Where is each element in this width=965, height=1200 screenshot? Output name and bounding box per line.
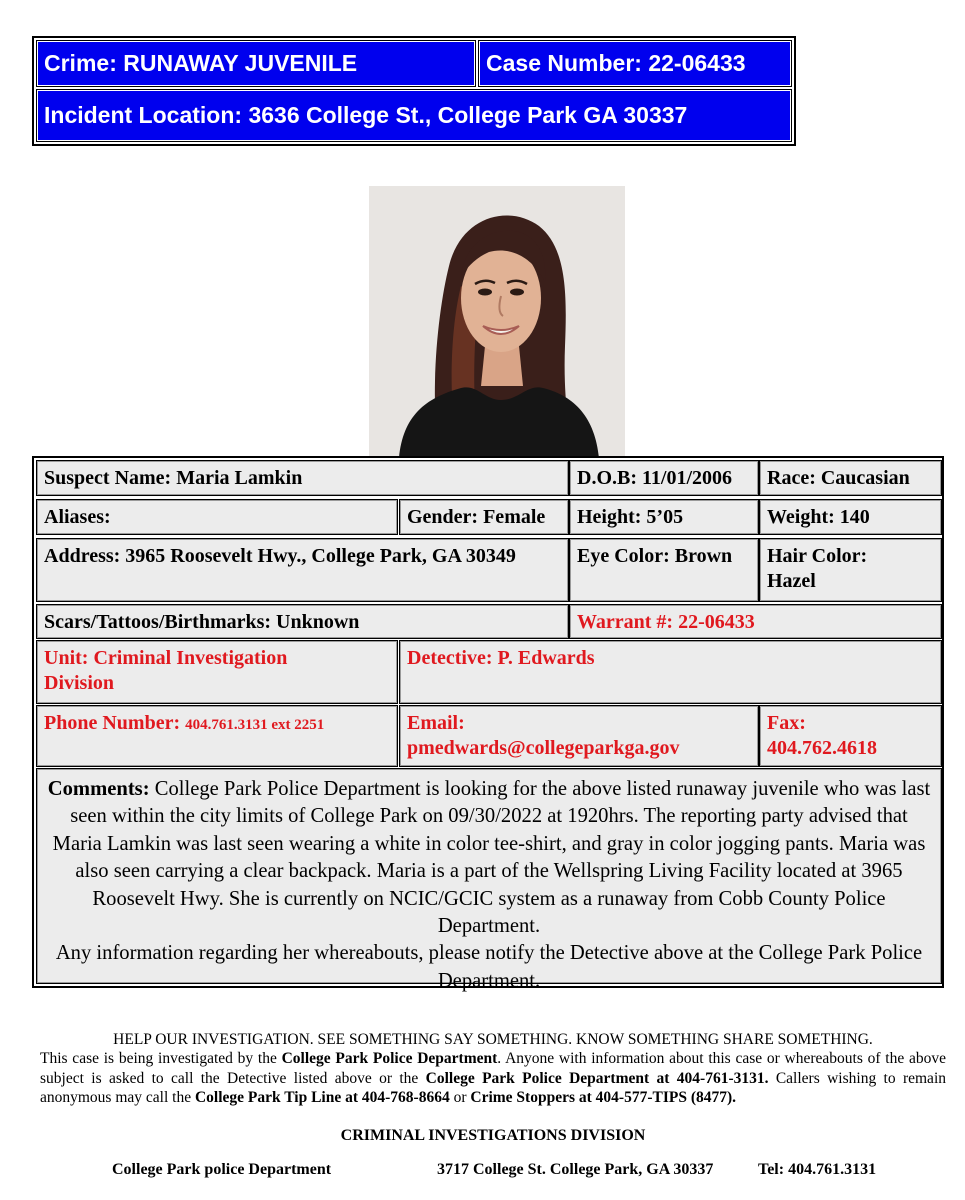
weight: Weight: 140	[760, 500, 941, 534]
footer-division: CRIMINAL INVESTIGATIONS DIVISION	[340, 1127, 646, 1144]
comments-text-2: Any information regarding her whereabouts, please notify the Detective above at the College Park Police Department.	[55, 942, 923, 992]
phone-number	[37, 706, 397, 766]
hair-color: Hair Color: Hazel	[760, 539, 941, 601]
footer-text-3: Callers wishing to remain anonymous may call the	[40, 1069, 946, 1106]
footer-address: 3717 College St. College Park, GA 30337	[437, 1161, 714, 1178]
race: Race: Caucasian	[760, 461, 941, 495]
fax	[760, 706, 941, 766]
email	[400, 706, 758, 766]
dob: D.O.B: 11/01/2006	[570, 461, 758, 495]
email-label: Email:	[407, 712, 465, 734]
footer-text-4: or	[453, 1089, 467, 1106]
footer-text-1: This case is being investigated by the	[40, 1050, 277, 1067]
case-header	[32, 36, 796, 146]
footer-dept-phone: College Park Police Department at 404-761-3131.	[425, 1069, 769, 1087]
height: Height: 5’05	[570, 500, 758, 534]
incident-location: Incident Location: 3636 College St., College Park GA 30337	[37, 90, 791, 141]
footer-text-2: . Anyone with information about this case or whereabouts of the above subject is asked to call the Detective listed above or the	[40, 1050, 946, 1087]
email-value: pmedwards@collegeparkga.gov	[407, 737, 680, 759]
suspect-photo-image	[369, 186, 625, 458]
suspect-photo	[369, 186, 625, 458]
crime-type: Crime: RUNAWAY JUVENILE	[37, 41, 475, 86]
warrant-number: Warrant #: 22-06433	[570, 605, 941, 638]
address: Address: 3965 Roosevelt Hwy., College Park, GA 30349	[37, 539, 568, 601]
comments-label: Comments:	[47, 778, 150, 800]
suspect-info-table	[32, 456, 944, 992]
unit: Unit: Criminal Investigation Division	[37, 641, 397, 703]
footer-tipline: College Park Tip Line at 404-768-8664	[194, 1089, 450, 1106]
footer-dept: College Park Police Department	[281, 1050, 498, 1067]
eye-color: Eye Color: Brown	[570, 539, 758, 601]
case-number: Case Number: 22-06433	[479, 41, 791, 86]
scars-tattoos: Scars/Tattoos/Birthmarks: Unknown	[37, 605, 568, 638]
comments	[37, 769, 941, 992]
phone-label: Phone Number:	[44, 712, 181, 734]
suspect-name: Suspect Name: Maria Lamkin	[37, 461, 568, 495]
footer-org: College Park police Department	[112, 1161, 332, 1178]
phone-value: 404.761.3131 ext 2251	[185, 717, 325, 733]
comments-text: College Park Police Department is looking for the above listed runaway juvenile who was last seen within the city limits of College Park on 09/30/2022 at 1920hrs. The reporting party advised that Maria Lamkin was last seen wearing a white in color tee-shirt, and gray in color jogging pants. Maria was also seen carrying a clear backpack. Maria is a part of the Wellspring Living Facility located at 3965 Roosevelt Hwy. She is currently on NCIC/GCIC system as a runaway from Cobb County Police Department.	[52, 778, 931, 938]
aliases: Aliases:	[37, 500, 397, 534]
fax-label: Fax:	[767, 712, 806, 734]
footer-tel: Tel: 404.761.3131	[758, 1161, 877, 1178]
footer-paragraph	[40, 1049, 946, 1108]
detective: Detective: P. Edwards	[400, 641, 941, 703]
gender: Gender: Female	[400, 500, 568, 534]
fax-value: 404.762.4618	[767, 737, 877, 759]
footer-slogan: HELP OUR INVESTIGATION. SEE SOMETHING SAY SOMETHING. KNOW SOMETHING SHARE SOMETHING.	[113, 1031, 873, 1048]
footer-crime-stoppers: Crime Stoppers at 404-577-TIPS (8477).	[470, 1089, 737, 1106]
